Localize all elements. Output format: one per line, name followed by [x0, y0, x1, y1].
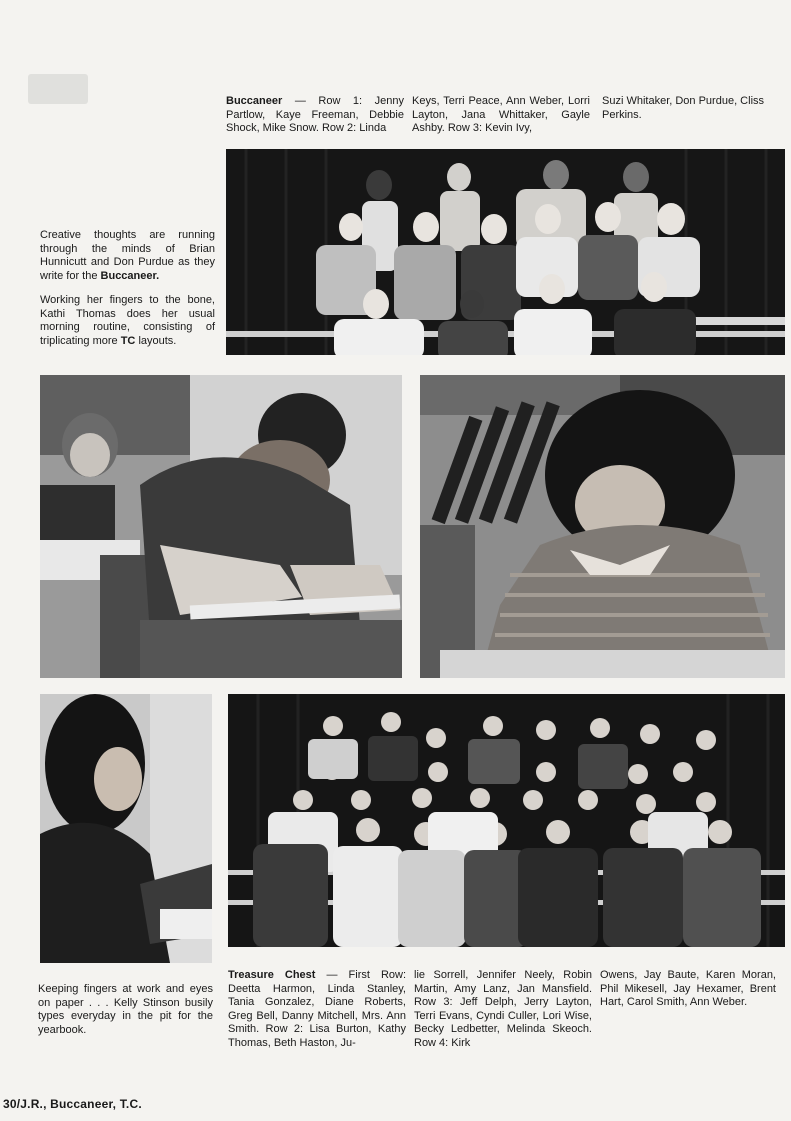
buccaneer-caption-col2: Keys, Terri Peace, Ann Weber, Lorri Layton, Jana Whittaker, Gayle Ashby. Row 3: Kevin Ivy,: [412, 95, 590, 134]
page-folio: 30/J.R., Buccaneer, T.C.: [3, 1097, 142, 1111]
drawing-photo: [420, 375, 785, 678]
creative-caption-text: Creative thoughts are running through the minds of Brian Hunnicutt and Don Purdue as they write for the: [40, 229, 215, 282]
keeping-caption: Keeping fingers at work and eyes on paper . . . Kelly Stinson busily types everyday in the pit for the yearbook.: [38, 983, 213, 1036]
buccaneer-heading: Buccaneer: [226, 95, 283, 107]
creative-caption-emphasis: Buccaneer.: [100, 269, 160, 282]
treasure-caption-col2: lie Sorrell, Jennifer Neely, Robin Martin, Amy Lanz, Jan Mansfield. Row 3: Jeff Delph, Jerry Layton, Terri Evans, Cyndi Culler, Lori Wise, Becky Ledbetter, Melinda Skeoch. Row 4: Kirk: [414, 969, 592, 1049]
buccaneer-col1-text: — Row 1: Jenny Partlow, Kaye Freeman, Debbie Shock, Mike Snow. Row 2: Linda: [226, 95, 405, 134]
faded-mark: [28, 74, 88, 104]
treasure-caption-col1: [228, 969, 406, 1050]
typing-photo: [40, 694, 212, 963]
buccaneer-caption-col3: Suzi Whitaker, Don Purdue, Cliss Perkins.: [602, 95, 765, 121]
treasure-col1-text: — First Row: Deetta Harmon, Linda Stanley, Tania Gonzalez, Diane Roberts, Greg Bell, Danny Mitchell, Mrs. Ann Smith. Row 2: Lisa Burton, Kathy Thomas, Beth Haston, Ju-: [228, 969, 407, 1049]
working-caption-emphasis: TC: [120, 334, 136, 347]
working-caption: [40, 294, 215, 348]
creative-caption: [40, 229, 215, 283]
buccaneer-group-photo: [226, 149, 785, 355]
treasure-caption-col3: Owens, Jay Baute, Karen Moran, Phil Mikesell, Jay Hexamer, Brent Hart, Carol Smith, Ann Weber.: [600, 969, 776, 1008]
writing-photo: [40, 375, 402, 678]
working-caption-end: layouts.: [138, 334, 177, 347]
treasure-chest-group-photo: [228, 694, 785, 947]
buccaneer-caption-col1: [226, 95, 404, 136]
treasure-heading: Treasure Chest: [228, 969, 316, 981]
working-caption-text: Working her fingers to the bone, Kathi Thomas does her usual morning routine, consisting of triplicating more: [40, 294, 215, 347]
